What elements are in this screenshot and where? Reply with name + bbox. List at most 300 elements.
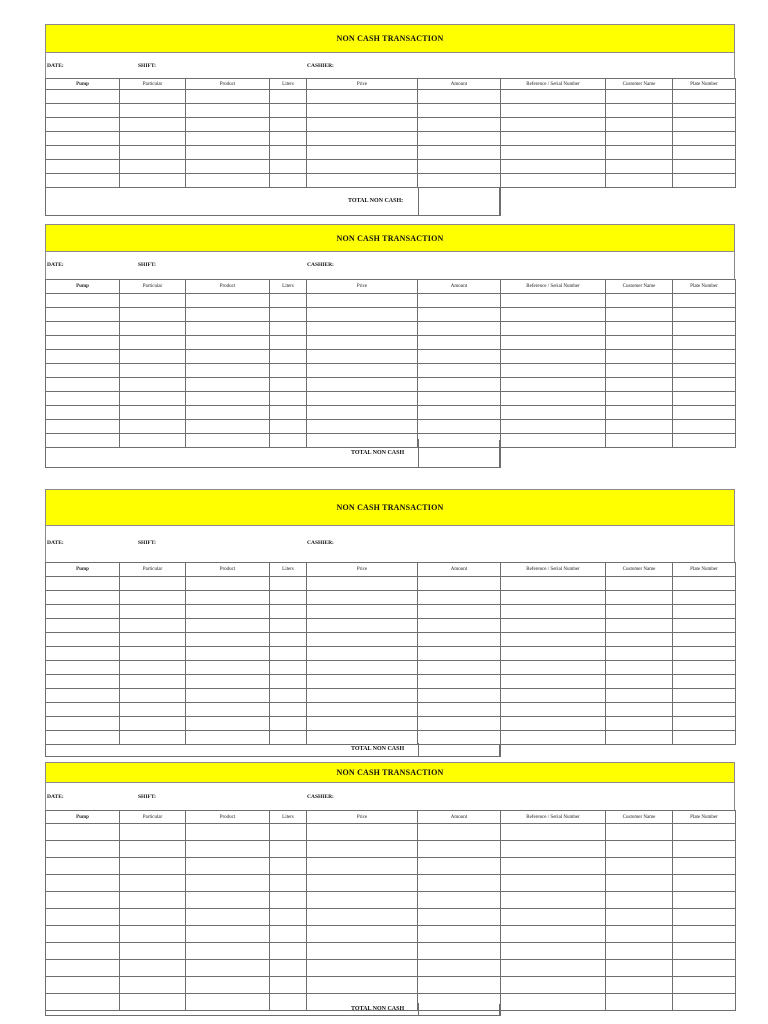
cell-reference-serial-number[interactable] (501, 90, 606, 104)
cell-particular[interactable] (120, 943, 186, 960)
cell-plate-number[interactable] (673, 909, 736, 926)
cell-reference-serial-number[interactable] (501, 160, 606, 174)
cell-price[interactable] (307, 104, 418, 118)
cell-plate-number[interactable] (673, 378, 736, 392)
cell-liters[interactable] (270, 90, 307, 104)
cell-customer-name[interactable] (606, 364, 673, 378)
cell-liters[interactable] (270, 858, 307, 875)
cell-amount[interactable] (418, 322, 501, 336)
cell-liters[interactable] (270, 909, 307, 926)
cell-customer-name[interactable] (606, 717, 673, 731)
cell-pump[interactable] (46, 392, 120, 406)
cell-amount[interactable] (418, 960, 501, 977)
cell-plate-number[interactable] (673, 350, 736, 364)
cell-reference-serial-number[interactable] (501, 661, 606, 675)
cell-amount[interactable] (418, 841, 501, 858)
cell-plate-number[interactable] (673, 294, 736, 308)
cell-pump[interactable] (46, 90, 120, 104)
cell-customer-name[interactable] (606, 960, 673, 977)
cell-pump[interactable] (46, 824, 120, 841)
cell-particular[interactable] (120, 909, 186, 926)
cell-customer-name[interactable] (606, 661, 673, 675)
cell-particular[interactable] (120, 350, 186, 364)
cell-customer-name[interactable] (606, 577, 673, 591)
cell-particular[interactable] (120, 160, 186, 174)
cell-amount[interactable] (418, 647, 501, 661)
cell-particular[interactable] (120, 892, 186, 909)
cell-product[interactable] (186, 420, 270, 434)
cell-particular[interactable] (120, 174, 186, 188)
cell-reference-serial-number[interactable] (501, 647, 606, 661)
cell-product[interactable] (186, 577, 270, 591)
cell-customer-name[interactable] (606, 909, 673, 926)
cell-amount[interactable] (418, 591, 501, 605)
cell-pump[interactable] (46, 633, 120, 647)
cell-customer-name[interactable] (606, 336, 673, 350)
cell-product[interactable] (186, 619, 270, 633)
cell-price[interactable] (307, 731, 418, 745)
cell-pump[interactable] (46, 675, 120, 689)
cell-customer-name[interactable] (606, 689, 673, 703)
cell-price[interactable] (307, 406, 418, 420)
cell-liters[interactable] (270, 392, 307, 406)
cell-amount[interactable] (418, 308, 501, 322)
cell-particular[interactable] (120, 717, 186, 731)
cell-product[interactable] (186, 703, 270, 717)
cell-amount[interactable] (418, 577, 501, 591)
cell-product[interactable] (186, 336, 270, 350)
cell-plate-number[interactable] (673, 322, 736, 336)
cell-plate-number[interactable] (673, 160, 736, 174)
cell-reference-serial-number[interactable] (501, 703, 606, 717)
cell-amount[interactable] (418, 146, 501, 160)
cell-particular[interactable] (120, 322, 186, 336)
cell-particular[interactable] (120, 378, 186, 392)
cell-price[interactable] (307, 378, 418, 392)
cell-particular[interactable] (120, 703, 186, 717)
cell-pump[interactable] (46, 577, 120, 591)
cell-customer-name[interactable] (606, 605, 673, 619)
cell-reference-serial-number[interactable] (501, 378, 606, 392)
cell-amount[interactable] (418, 336, 501, 350)
cell-amount[interactable] (418, 661, 501, 675)
cell-pump[interactable] (46, 703, 120, 717)
cell-plate-number[interactable] (673, 619, 736, 633)
total-non-cash-value-cell[interactable] (418, 1003, 501, 1016)
cell-price[interactable] (307, 909, 418, 926)
cell-pump[interactable] (46, 619, 120, 633)
cell-customer-name[interactable] (606, 926, 673, 943)
cell-particular[interactable] (120, 118, 186, 132)
cell-plate-number[interactable] (673, 960, 736, 977)
cell-amount[interactable] (418, 909, 501, 926)
cell-customer-name[interactable] (606, 824, 673, 841)
cell-liters[interactable] (270, 294, 307, 308)
cell-plate-number[interactable] (673, 420, 736, 434)
cell-customer-name[interactable] (606, 392, 673, 406)
cell-plate-number[interactable] (673, 875, 736, 892)
cell-product[interactable] (186, 90, 270, 104)
cell-particular[interactable] (120, 364, 186, 378)
cell-price[interactable] (307, 174, 418, 188)
cell-price[interactable] (307, 926, 418, 943)
cell-pump[interactable] (46, 841, 120, 858)
cell-liters[interactable] (270, 350, 307, 364)
cell-product[interactable] (186, 841, 270, 858)
cell-reference-serial-number[interactable] (501, 689, 606, 703)
cell-plate-number[interactable] (673, 717, 736, 731)
cell-pump[interactable] (46, 591, 120, 605)
cell-amount[interactable] (418, 118, 501, 132)
cell-liters[interactable] (270, 892, 307, 909)
cell-product[interactable] (186, 943, 270, 960)
cell-liters[interactable] (270, 661, 307, 675)
cell-liters[interactable] (270, 717, 307, 731)
cell-product[interactable] (186, 146, 270, 160)
cell-particular[interactable] (120, 90, 186, 104)
cell-plate-number[interactable] (673, 675, 736, 689)
cell-reference-serial-number[interactable] (501, 943, 606, 960)
cell-plate-number[interactable] (673, 90, 736, 104)
cell-liters[interactable] (270, 308, 307, 322)
cell-product[interactable] (186, 591, 270, 605)
cell-liters[interactable] (270, 160, 307, 174)
cell-reference-serial-number[interactable] (501, 591, 606, 605)
cell-liters[interactable] (270, 824, 307, 841)
cell-amount[interactable] (418, 392, 501, 406)
cell-amount[interactable] (418, 294, 501, 308)
cell-customer-name[interactable] (606, 858, 673, 875)
cell-plate-number[interactable] (673, 174, 736, 188)
cell-customer-name[interactable] (606, 731, 673, 745)
cell-price[interactable] (307, 703, 418, 717)
cell-price[interactable] (307, 633, 418, 647)
cell-plate-number[interactable] (673, 591, 736, 605)
cell-customer-name[interactable] (606, 146, 673, 160)
cell-plate-number[interactable] (673, 104, 736, 118)
cell-amount[interactable] (418, 943, 501, 960)
cell-customer-name[interactable] (606, 875, 673, 892)
cell-reference-serial-number[interactable] (501, 118, 606, 132)
cell-plate-number[interactable] (673, 392, 736, 406)
cell-pump[interactable] (46, 406, 120, 420)
cell-price[interactable] (307, 118, 418, 132)
cell-reference-serial-number[interactable] (501, 841, 606, 858)
cell-particular[interactable] (120, 675, 186, 689)
cell-product[interactable] (186, 647, 270, 661)
cell-price[interactable] (307, 943, 418, 960)
cell-product[interactable] (186, 675, 270, 689)
cell-liters[interactable] (270, 675, 307, 689)
cell-pump[interactable] (46, 308, 120, 322)
cell-reference-serial-number[interactable] (501, 350, 606, 364)
cell-particular[interactable] (120, 858, 186, 875)
cell-product[interactable] (186, 633, 270, 647)
cell-customer-name[interactable] (606, 90, 673, 104)
cell-reference-serial-number[interactable] (501, 926, 606, 943)
cell-customer-name[interactable] (606, 434, 673, 448)
cell-product[interactable] (186, 294, 270, 308)
cell-price[interactable] (307, 977, 418, 994)
cell-reference-serial-number[interactable] (501, 731, 606, 745)
cell-reference-serial-number[interactable] (501, 322, 606, 336)
cell-reference-serial-number[interactable] (501, 308, 606, 322)
cell-product[interactable] (186, 926, 270, 943)
cell-reference-serial-number[interactable] (501, 577, 606, 591)
cell-product[interactable] (186, 350, 270, 364)
cell-price[interactable] (307, 90, 418, 104)
cell-amount[interactable] (418, 104, 501, 118)
cell-plate-number[interactable] (673, 577, 736, 591)
cell-amount[interactable] (418, 420, 501, 434)
cell-customer-name[interactable] (606, 420, 673, 434)
cell-amount[interactable] (418, 160, 501, 174)
cell-pump[interactable] (46, 118, 120, 132)
cell-reference-serial-number[interactable] (501, 994, 606, 1011)
cell-liters[interactable] (270, 378, 307, 392)
cell-product[interactable] (186, 392, 270, 406)
cell-price[interactable] (307, 350, 418, 364)
cell-amount[interactable] (418, 675, 501, 689)
cell-price[interactable] (307, 132, 418, 146)
cell-liters[interactable] (270, 420, 307, 434)
cell-amount[interactable] (418, 977, 501, 994)
cell-liters[interactable] (270, 364, 307, 378)
cell-reference-serial-number[interactable] (501, 104, 606, 118)
cell-product[interactable] (186, 378, 270, 392)
cell-reference-serial-number[interactable] (501, 892, 606, 909)
cell-product[interactable] (186, 824, 270, 841)
cell-plate-number[interactable] (673, 132, 736, 146)
cell-particular[interactable] (120, 661, 186, 675)
cell-plate-number[interactable] (673, 689, 736, 703)
cell-customer-name[interactable] (606, 174, 673, 188)
cell-pump[interactable] (46, 364, 120, 378)
cell-particular[interactable] (120, 689, 186, 703)
cell-amount[interactable] (418, 926, 501, 943)
cell-plate-number[interactable] (673, 994, 736, 1011)
cell-amount[interactable] (418, 406, 501, 420)
cell-customer-name[interactable] (606, 943, 673, 960)
cell-particular[interactable] (120, 633, 186, 647)
cell-price[interactable] (307, 824, 418, 841)
cell-plate-number[interactable] (673, 647, 736, 661)
cell-product[interactable] (186, 174, 270, 188)
cell-plate-number[interactable] (673, 146, 736, 160)
cell-customer-name[interactable] (606, 132, 673, 146)
cell-price[interactable] (307, 647, 418, 661)
cell-reference-serial-number[interactable] (501, 960, 606, 977)
cell-liters[interactable] (270, 591, 307, 605)
cell-plate-number[interactable] (673, 731, 736, 745)
cell-liters[interactable] (270, 647, 307, 661)
cell-product[interactable] (186, 960, 270, 977)
cell-price[interactable] (307, 591, 418, 605)
cell-particular[interactable] (120, 577, 186, 591)
cell-price[interactable] (307, 146, 418, 160)
cell-reference-serial-number[interactable] (501, 977, 606, 994)
cell-particular[interactable] (120, 647, 186, 661)
cell-amount[interactable] (418, 717, 501, 731)
cell-reference-serial-number[interactable] (501, 605, 606, 619)
cell-plate-number[interactable] (673, 434, 736, 448)
cell-plate-number[interactable] (673, 703, 736, 717)
cell-plate-number[interactable] (673, 364, 736, 378)
cell-liters[interactable] (270, 926, 307, 943)
cell-price[interactable] (307, 892, 418, 909)
cell-customer-name[interactable] (606, 841, 673, 858)
cell-pump[interactable] (46, 647, 120, 661)
cell-reference-serial-number[interactable] (501, 174, 606, 188)
cell-customer-name[interactable] (606, 675, 673, 689)
cell-amount[interactable] (418, 90, 501, 104)
cell-price[interactable] (307, 875, 418, 892)
cell-reference-serial-number[interactable] (501, 434, 606, 448)
cell-pump[interactable] (46, 926, 120, 943)
cell-price[interactable] (307, 841, 418, 858)
cell-price[interactable] (307, 577, 418, 591)
cell-particular[interactable] (120, 104, 186, 118)
cell-price[interactable] (307, 294, 418, 308)
cell-customer-name[interactable] (606, 977, 673, 994)
cell-plate-number[interactable] (673, 824, 736, 841)
cell-liters[interactable] (270, 146, 307, 160)
cell-customer-name[interactable] (606, 633, 673, 647)
cell-product[interactable] (186, 717, 270, 731)
cell-amount[interactable] (418, 858, 501, 875)
cell-particular[interactable] (120, 841, 186, 858)
cell-product[interactable] (186, 406, 270, 420)
cell-price[interactable] (307, 858, 418, 875)
cell-reference-serial-number[interactable] (501, 392, 606, 406)
cell-price[interactable] (307, 675, 418, 689)
total-non-cash-value-cell[interactable] (418, 439, 501, 468)
cell-pump[interactable] (46, 378, 120, 392)
cell-pump[interactable] (46, 943, 120, 960)
cell-liters[interactable] (270, 336, 307, 350)
cell-pump[interactable] (46, 146, 120, 160)
cell-customer-name[interactable] (606, 647, 673, 661)
cell-reference-serial-number[interactable] (501, 336, 606, 350)
cell-particular[interactable] (120, 731, 186, 745)
cell-amount[interactable] (418, 174, 501, 188)
cell-price[interactable] (307, 160, 418, 174)
cell-pump[interactable] (46, 661, 120, 675)
cell-particular[interactable] (120, 960, 186, 977)
cell-customer-name[interactable] (606, 703, 673, 717)
cell-customer-name[interactable] (606, 322, 673, 336)
cell-reference-serial-number[interactable] (501, 294, 606, 308)
cell-pump[interactable] (46, 689, 120, 703)
cell-customer-name[interactable] (606, 308, 673, 322)
cell-product[interactable] (186, 104, 270, 118)
cell-particular[interactable] (120, 146, 186, 160)
cell-customer-name[interactable] (606, 294, 673, 308)
cell-liters[interactable] (270, 577, 307, 591)
cell-particular[interactable] (120, 619, 186, 633)
cell-pump[interactable] (46, 960, 120, 977)
cell-pump[interactable] (46, 909, 120, 926)
cell-reference-serial-number[interactable] (501, 406, 606, 420)
cell-reference-serial-number[interactable] (501, 909, 606, 926)
cell-liters[interactable] (270, 977, 307, 994)
cell-plate-number[interactable] (673, 892, 736, 909)
cell-pump[interactable] (46, 322, 120, 336)
cell-amount[interactable] (418, 633, 501, 647)
cell-liters[interactable] (270, 943, 307, 960)
cell-plate-number[interactable] (673, 661, 736, 675)
cell-particular[interactable] (120, 605, 186, 619)
cell-reference-serial-number[interactable] (501, 364, 606, 378)
cell-reference-serial-number[interactable] (501, 824, 606, 841)
cell-pump[interactable] (46, 977, 120, 994)
cell-liters[interactable] (270, 703, 307, 717)
cell-price[interactable] (307, 960, 418, 977)
cell-pump[interactable] (46, 132, 120, 146)
cell-reference-serial-number[interactable] (501, 146, 606, 160)
cell-reference-serial-number[interactable] (501, 619, 606, 633)
cell-customer-name[interactable] (606, 118, 673, 132)
total-non-cash-value-cell[interactable] (418, 187, 501, 216)
cell-product[interactable] (186, 731, 270, 745)
cell-liters[interactable] (270, 605, 307, 619)
cell-liters[interactable] (270, 731, 307, 745)
cell-price[interactable] (307, 420, 418, 434)
cell-product[interactable] (186, 160, 270, 174)
cell-liters[interactable] (270, 633, 307, 647)
cell-plate-number[interactable] (673, 858, 736, 875)
cell-price[interactable] (307, 392, 418, 406)
cell-pump[interactable] (46, 174, 120, 188)
cell-customer-name[interactable] (606, 350, 673, 364)
cell-product[interactable] (186, 977, 270, 994)
cell-amount[interactable] (418, 364, 501, 378)
cell-product[interactable] (186, 875, 270, 892)
cell-particular[interactable] (120, 824, 186, 841)
cell-reference-serial-number[interactable] (501, 858, 606, 875)
cell-liters[interactable] (270, 875, 307, 892)
cell-plate-number[interactable] (673, 336, 736, 350)
cell-particular[interactable] (120, 392, 186, 406)
cell-amount[interactable] (418, 132, 501, 146)
cell-liters[interactable] (270, 619, 307, 633)
cell-particular[interactable] (120, 294, 186, 308)
cell-liters[interactable] (270, 689, 307, 703)
cell-plate-number[interactable] (673, 118, 736, 132)
cell-customer-name[interactable] (606, 994, 673, 1011)
cell-reference-serial-number[interactable] (501, 633, 606, 647)
cell-reference-serial-number[interactable] (501, 675, 606, 689)
cell-plate-number[interactable] (673, 633, 736, 647)
cell-particular[interactable] (120, 875, 186, 892)
cell-liters[interactable] (270, 322, 307, 336)
total-non-cash-value-cell[interactable] (418, 743, 501, 757)
cell-liters[interactable] (270, 118, 307, 132)
cell-amount[interactable] (418, 350, 501, 364)
cell-price[interactable] (307, 336, 418, 350)
cell-amount[interactable] (418, 824, 501, 841)
cell-price[interactable] (307, 717, 418, 731)
cell-pump[interactable] (46, 160, 120, 174)
cell-customer-name[interactable] (606, 378, 673, 392)
cell-product[interactable] (186, 858, 270, 875)
cell-particular[interactable] (120, 308, 186, 322)
cell-pump[interactable] (46, 350, 120, 364)
cell-particular[interactable] (120, 977, 186, 994)
cell-particular[interactable] (120, 420, 186, 434)
cell-amount[interactable] (418, 605, 501, 619)
cell-plate-number[interactable] (673, 977, 736, 994)
